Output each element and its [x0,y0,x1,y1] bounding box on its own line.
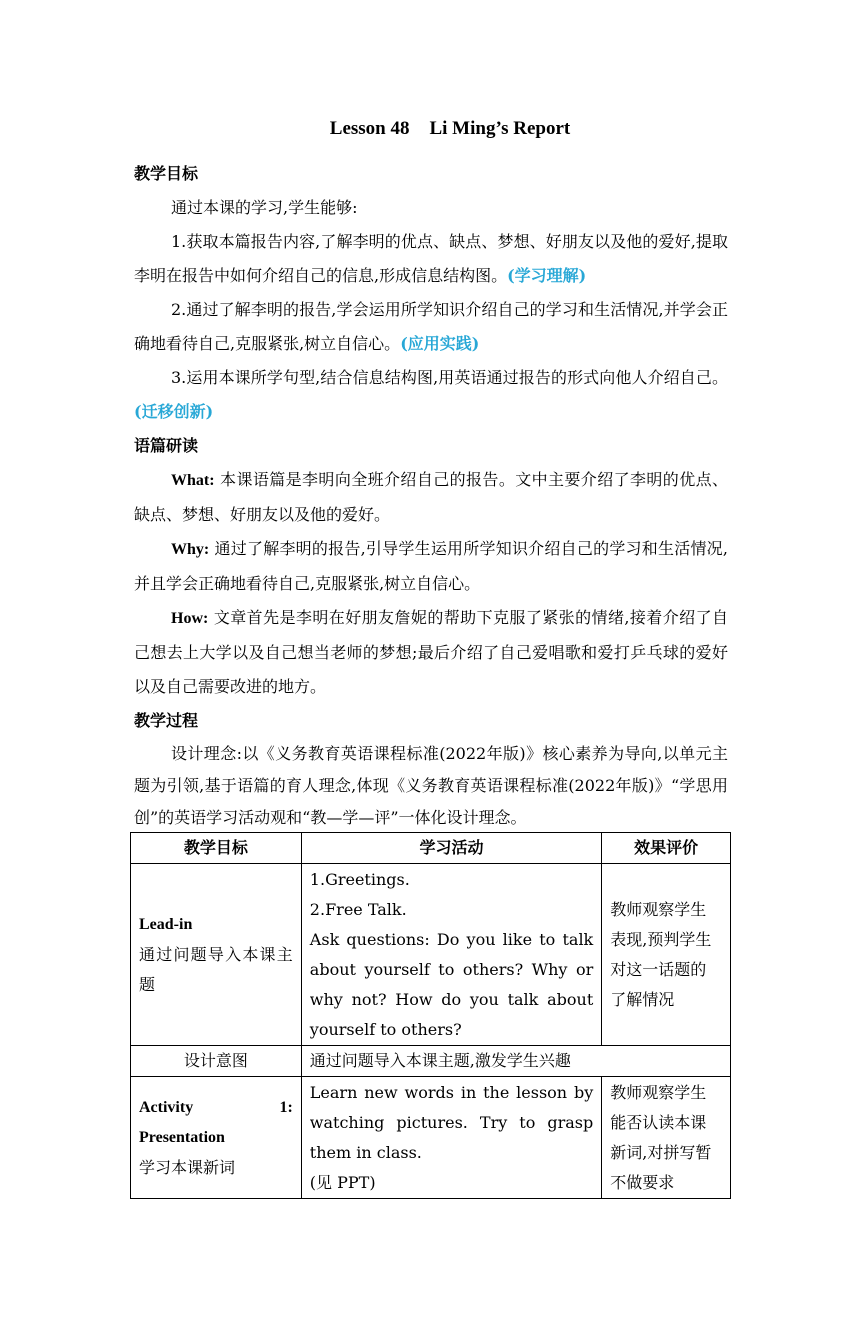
row1-eval-cell [602,864,731,1046]
table-row [131,1046,731,1077]
goal-2 [134,293,728,361]
table-header-row [131,833,731,864]
goal-3 [134,361,728,429]
row1-goal-cn: 通过问题导入本课主题 [139,944,293,994]
how-paragraph [134,601,728,704]
goals-intro: 通过本课的学习,学生能够: [171,198,358,217]
goal-1 [134,225,728,293]
row1-goal-cell [131,864,302,1046]
intent-text: 通过问题导入本课主题,激发学生兴趣 [301,1046,730,1077]
row1-activity-1: 1.Greetings. [309,869,410,889]
row1-activity-2: 2.Free Talk. [309,899,407,919]
table-row [131,1077,731,1199]
row2-eval-cell [602,1077,731,1199]
row1-activity-3: Ask questions: Do you like to talk about yourself to others? Why or why not? How do you talk about yourself to others? [309,929,594,1039]
how-label: How: [171,610,209,627]
process-heading: 教学过程 [134,711,199,730]
text-study-heading: 语篇研读 [134,436,199,455]
lesson-name: Li Ming’s Report [429,118,571,139]
goal-3-tag: (迁移创新) [134,402,214,421]
row2-goal-cn: 学习本课新词 [139,1157,236,1177]
goal-1-tag: (学习理解) [507,266,587,285]
header-goal: 教学目标 [131,833,302,864]
row1-activity-cell [301,864,601,1046]
goals-heading: 教学目标 [134,164,199,183]
row2-goal-en-c: Presentation [139,1128,225,1146]
how-text: 文章首先是李明在好朋友詹妮的帮助下克服了紧张的情绪,接着介绍了自己想去上大学以及自己想当老师的梦想;最后介绍了自己爱唱歌和爱打乒乓球的爱好以及自己需要改进的地方。 [134,608,728,696]
lesson-title [0,118,860,140]
goal-3-text: 3.运用本课所学句型,结合信息结构图,用英语通过报告的形式向他人介绍自己。 [171,368,728,387]
why-paragraph [134,532,728,601]
goal-1-text: 1.获取本篇报告内容,了解李明的优点、缺点、梦想、好朋友以及他的爱好,提取李明在报告中如何介绍自己的信息,形成信息结构图。 [134,232,728,285]
row2-activity-2: (见 PPT) [309,1172,376,1192]
design-concept: 设计理念:以《义务教育英语课程标准(2022年版)》核心素养为导向,以单元主题为引领,基于语篇的育人理念,体现《义务教育英语课程标准(2022年版)》“学思用创”的英语学习活动观和“教—学—评”一体化设计理念。 [134,744,728,827]
row2-activity-1: Learn new words in the lesson by watching pictures. Try to grasp them in class. [309,1082,594,1162]
row2-goal-cell [131,1077,302,1199]
lesson-number: Lesson 48 [329,118,410,139]
row2-activity-cell [301,1077,601,1199]
why-label: Why: [171,541,210,558]
row2-eval: 教师观察学生能否认读本课新词,对拼写暂不做要求 [610,1082,712,1192]
document-body [134,157,728,834]
what-label: What: [171,472,215,489]
row2-goal-en-a: Activity [139,1098,194,1116]
lesson-table [130,832,731,1199]
row2-goal-en-line [139,1093,293,1123]
what-text: 本课语篇是李明向全班介绍自己的报告。文中主要介绍了李明的优点、缺点、梦想、好朋友以及他的爱好。 [134,470,728,524]
table-row [131,864,731,1046]
row2-goal-en-b: 1: [279,1098,293,1116]
header-evaluation: 效果评价 [602,833,731,864]
row1-eval: 教师观察学生表现,预判学生对这一话题的了解情况 [610,899,712,1009]
row1-goal-en: Lead-in [139,915,193,933]
header-activity: 学习活动 [301,833,601,864]
goal-2-tag: (应用实践) [400,334,480,353]
why-text: 通过了解李明的报告,引导学生运用所学知识介绍自己的学习和生活情况,并且学会正确地看待自己,克服紧张,树立自信心。 [134,539,728,593]
what-paragraph [134,463,728,532]
goal-2-text: 2.通过了解李明的报告,学会运用所学知识介绍自己的学习和生活情况,并学会正确地看待自己,克服紧张,树立自信心。 [134,300,728,353]
intent-label: 设计意图 [131,1046,302,1077]
